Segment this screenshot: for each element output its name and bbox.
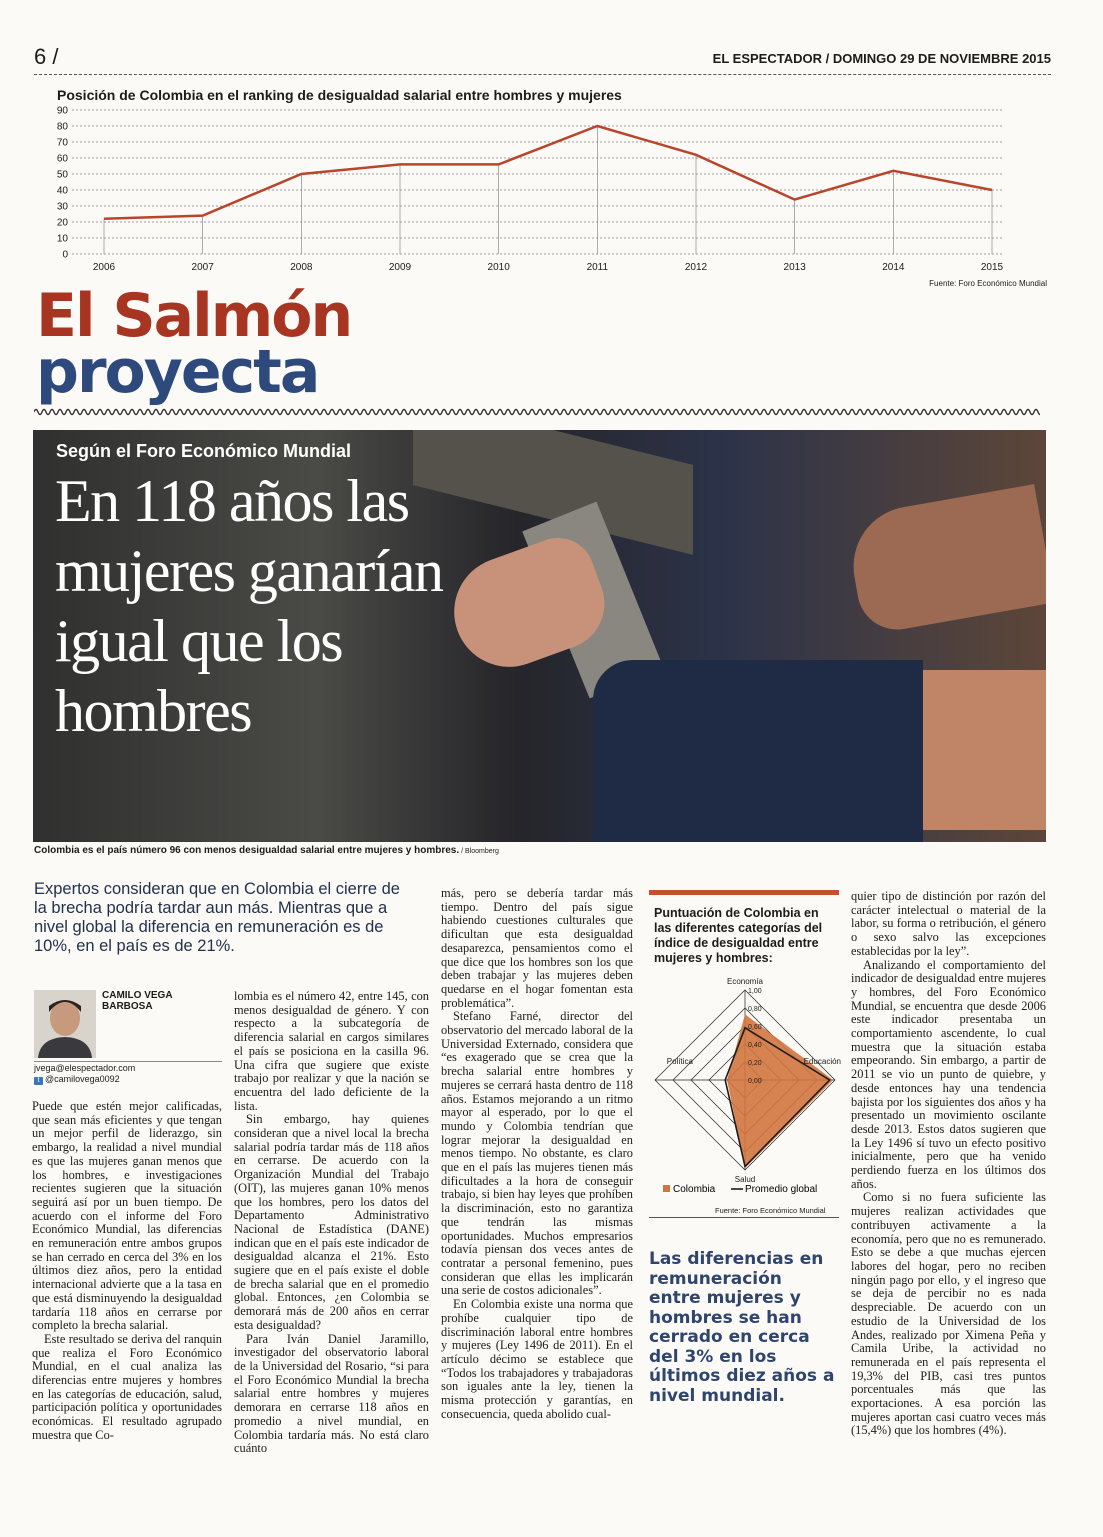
author-twitter-handle[interactable]: @camilovega0092 (45, 1074, 120, 1084)
infobox-divider (649, 1217, 839, 1218)
paragraph: Sin embargo, hay quienes consideran que a nivel local la brecha salarial podría tardar más de 118 años en cerrarse. De acuerdo con la Organización Mundial del Trabajo (OIT), las mujeres ganan 10% menos que los hombres, pero los datos del Departamento Administrativo Nacional de Estadística (DANE) indican que en el país este indicador de desigualdad alcanza el 21%. Esto sugiere que en el país existe el doble de brecha salarial que en el promedio global. Entonces, ¿en Colombia se demorará más de 200 años en cerrar esta desigualdad? (234, 1112, 429, 1332)
y-tick-label: 20 (56, 217, 68, 229)
radar-tick-label: 0,00 (748, 1078, 762, 1085)
paragraph: lombia es el número 42, entre 145, con menos desigualdad de género. Y con respecto a la subcategoría de diferencia salarial en cargos similares el país se posiciona en la casilla 96. Una cifra que sugiere que existe trabajo por realizar y que la nación se encuentra del lado deficiente de la lista. (234, 989, 429, 1113)
y-tick-label: 0 (62, 249, 68, 261)
masthead: EL ESPECTADOR / DOMINGO 29 DE NOVIEMBRE 2015 (712, 51, 1051, 66)
x-tick-label: 2010 (487, 262, 510, 273)
ranking-line-chart (50, 100, 1060, 290)
header-divider (34, 74, 1051, 75)
y-tick-label: 90 (56, 105, 68, 117)
radar-tick-label: 1,00 (748, 988, 762, 995)
paragraph: más, pero se debería tardar más tiempo. Dentro del país sigue habiendo cuestiones culturales que dificultan que esta desigualdad desaparezca, pensamientos como el que dice que los hombres son los que deben trabajar y las mujeres deben quedarse en el hogar fomentan esta problemática”. (441, 886, 633, 1010)
x-tick-label: 2009 (388, 262, 412, 273)
radar-axis-label: Economía (726, 977, 764, 986)
chart-series-line (104, 126, 992, 219)
legend-swatch-colombia (663, 1185, 670, 1192)
body-column-1 (32, 1100, 222, 1443)
radar-tick-label: 0,20 (748, 1060, 762, 1067)
author-photo (34, 990, 96, 1058)
y-tick-label: 80 (56, 121, 68, 133)
legend-label-colombia: Colombia (673, 1184, 716, 1195)
x-tick-label: 2014 (882, 262, 905, 273)
legend-label-promedio-global: Promedio global (745, 1184, 818, 1195)
hero-headline: En 118 años las mujeres ganarían igual que los hombres (55, 468, 443, 744)
x-tick-label: 2007 (191, 262, 214, 273)
paragraph: quier tipo de distinción por razón del carácter intelectual o material de la labor, su forma o retribución, el género o sexo salvo las excepciones establecidas por la ley”. (851, 889, 1046, 958)
radar-chart (645, 970, 845, 1210)
page-number: 6 / (34, 44, 59, 69)
chart-gridlines (72, 110, 1002, 254)
radar-legend (663, 1184, 817, 1195)
photo-caption (34, 845, 499, 856)
y-tick-label: 30 (56, 201, 68, 213)
x-tick-label: 2012 (684, 262, 708, 273)
radar-axis-label: Educación (803, 1057, 841, 1066)
x-tick-label: 2008 (290, 262, 313, 273)
body-column-3 (441, 887, 633, 1421)
radar-axis-label: Política (666, 1057, 693, 1066)
author-twitter[interactable] (34, 1074, 120, 1085)
paragraph: Analizando el comportamiento del indicador de desigualdad entre mujeres y hombres, del Foro Económico Mundial, se encuentra que desde 2006 este indicador presentaba un comportamiento ascendente, lo cual muestra que la situación estaba empeorando. Sin embargo, a partir de 2011 se vio un punto de quiebre, y desde entonces hay una tendencia bajista por los siguientes dos años y ha presentado un movimiento oscilante desde 2013. Estos datos sugieren que la Ley 1496 sí tuvo un efecto positivo inicialmente, pero que ha venido perdiendo fuerza en los últimos dos años. (851, 957, 1046, 1191)
chart-x-tick-labels (93, 262, 1004, 273)
photo-credit: / Bloomberg (459, 848, 499, 855)
paragraph: Como si no fuera suficiente las mujeres realizan actividades que contribuyen activamente a la economía, pero que no es remunerado. Esto se debe a que muchas ejercen labores del hogar, pero no reciben ningún pago por ello, y el ingreso que se deja de percibir no es nada despreciable. De acuerdo con un estudio de la Universidad de los Andes, realizado por Ximena Peña y Camila Uribe, la actividad no remunerada en el país representa el 19,3% del PIB, casi tres puntos porcentuales más que las exportaciones. A esa porción las mujeres aportan casi cuatro veces más (15,4%) que los hombres (4%). (851, 1190, 1046, 1438)
paragraph: En Colombia existe una norma que prohíbe cualquier tipo de discriminación laboral entre hombres y mujeres (Ley 1496 de 2011). En el artículo décimo se establece que “Todos los trabajadores y trabajadoras son iguales ante la ley, tienen la misma protección y garantías, en consecuencia, queda abolido cual- (441, 1297, 633, 1421)
radar-axis-label: Salud (734, 1175, 756, 1184)
y-tick-label: 10 (56, 233, 68, 245)
twitter-icon: t (34, 1077, 43, 1085)
paragraph: Stefano Farné, director del observatorio del mercado laboral de la Universidad Externado, considera que “es exagerado que se crea que la brecha salarial entre hombres y mujeres se cerrará hasta dentro de 118 años. Estamos mejorando a un ritmo mayor al esperado, por lo que el mundo y Colombia tendrían que lograr mejorar la desigualdad en menos tiempo. No obstante, es claro que en el país las mujeres tienen más dificultades a la hora de conseguir trabajo, si bien hay leyes que prohíben la discriminación, esto no garantiza que tendrán las mismas oportunidades. Muchos empresarios todavía piensan dos veces antes de contratar a personal femenino, pues consideran que ellas les implicarán una serie de costos adicionales”. (441, 1009, 633, 1298)
x-tick-label: 2011 (586, 262, 609, 273)
radar-chart-title: Puntuación de Colombia en las diferentes categorías del índice de desigualdad entre mujeres y hombres: (654, 906, 823, 965)
x-tick-label: 2013 (783, 262, 806, 273)
author-name: CAMILO VEGA BARBOSA (102, 990, 173, 1012)
article-lead: Expertos consideran que en Colombia el cierre de la brecha podría tardar aun más. Mientras que a nivel global la diferencia en remuneración es de 10%, en el país es de 21%. (34, 880, 400, 955)
decorative-wavy-rule (34, 405, 1040, 419)
y-tick-label: 50 (56, 169, 68, 181)
paragraph: Este resultado se deriva del ranquin que realiza el Foro Económico Mundial, en el cual analiza las diferencias entre mujeres y hombres en las categorías de educación, salud, participación política y oportunidades económicas. El resultado agrupado muestra que Co- (32, 1331, 222, 1442)
photo-fabric (593, 660, 923, 842)
section-logo-line1: El Salmón (36, 281, 352, 351)
author-divider (34, 1061, 222, 1062)
paragraph: Puede que estén mejor calificadas, que sean más eficientes y que tengan un mejor perfil de liderazgo, sin embargo, la realidad a nivel mundial es que las mujeres ganan menos que los hombres, e investigaciones recientes sugieren que la situación seguirá así por un buen tiempo. De acuerdo con el informe del Foro Económico Mundial, las diferencias en remuneración entre ambos grupos se han cerrado en cerca del 3% en los últimos diez años, pero la entidad internacional advierte que a la tasa en que está disminuyendo la desigualdad tardaría 118 años en cerrarse por completo la brecha salarial. (32, 1099, 222, 1333)
y-tick-label: 40 (56, 185, 68, 197)
x-tick-label: 2015 (980, 262, 1004, 273)
body-column-2 (234, 990, 429, 1456)
y-tick-label: 70 (56, 137, 68, 149)
photo-caption-text: Colombia es el país número 96 con menos desigualdad salarial entre mujeres y hombres. (34, 845, 460, 856)
radar-series-colombia (727, 1014, 833, 1168)
section-logo-line2: proyecta (36, 337, 319, 407)
pull-quote: Las diferencias en remuneración entre mujeres y hombres se han cerrado en cerca del 3% en los últimos diez años a nivel mundial. (649, 1249, 835, 1406)
chart-y-tick-labels (57, 106, 69, 261)
hero-kicker: Según el Foro Económico Mundial (56, 441, 352, 461)
photo-forearm (844, 484, 1046, 636)
infobox-accent-bar (649, 890, 839, 895)
radar-tick-label: 0,60 (748, 1024, 762, 1031)
radar-source: Fuente: Foro Económico Mundial (715, 1206, 826, 1215)
chart-title: Posición de Colombia en el ranking de desigualdad salarial entre hombres y mujeres (57, 87, 622, 103)
radar-tick-label: 0,80 (748, 1006, 762, 1013)
body-column-4 (851, 890, 1046, 1438)
author-email[interactable]: jvega@elespectador.com (34, 1063, 136, 1073)
y-tick-label: 60 (56, 153, 68, 165)
x-tick-label: 2006 (92, 262, 116, 273)
radar-tick-label: 0,40 (748, 1042, 762, 1049)
paragraph: Para Iván Daniel Jaramillo, investigador del observatorio laboral de la Universidad del Rosario, “si para el Foro Económico Mundial la brecha salarial entre hombres y mujeres demorara en cerrarse 118 años en promedio a nivel mundial, en Colombia tardaría más. No está claro cuánto (234, 1331, 429, 1456)
chart-source: Fuente: Foro Económico Mundial (929, 279, 1047, 288)
